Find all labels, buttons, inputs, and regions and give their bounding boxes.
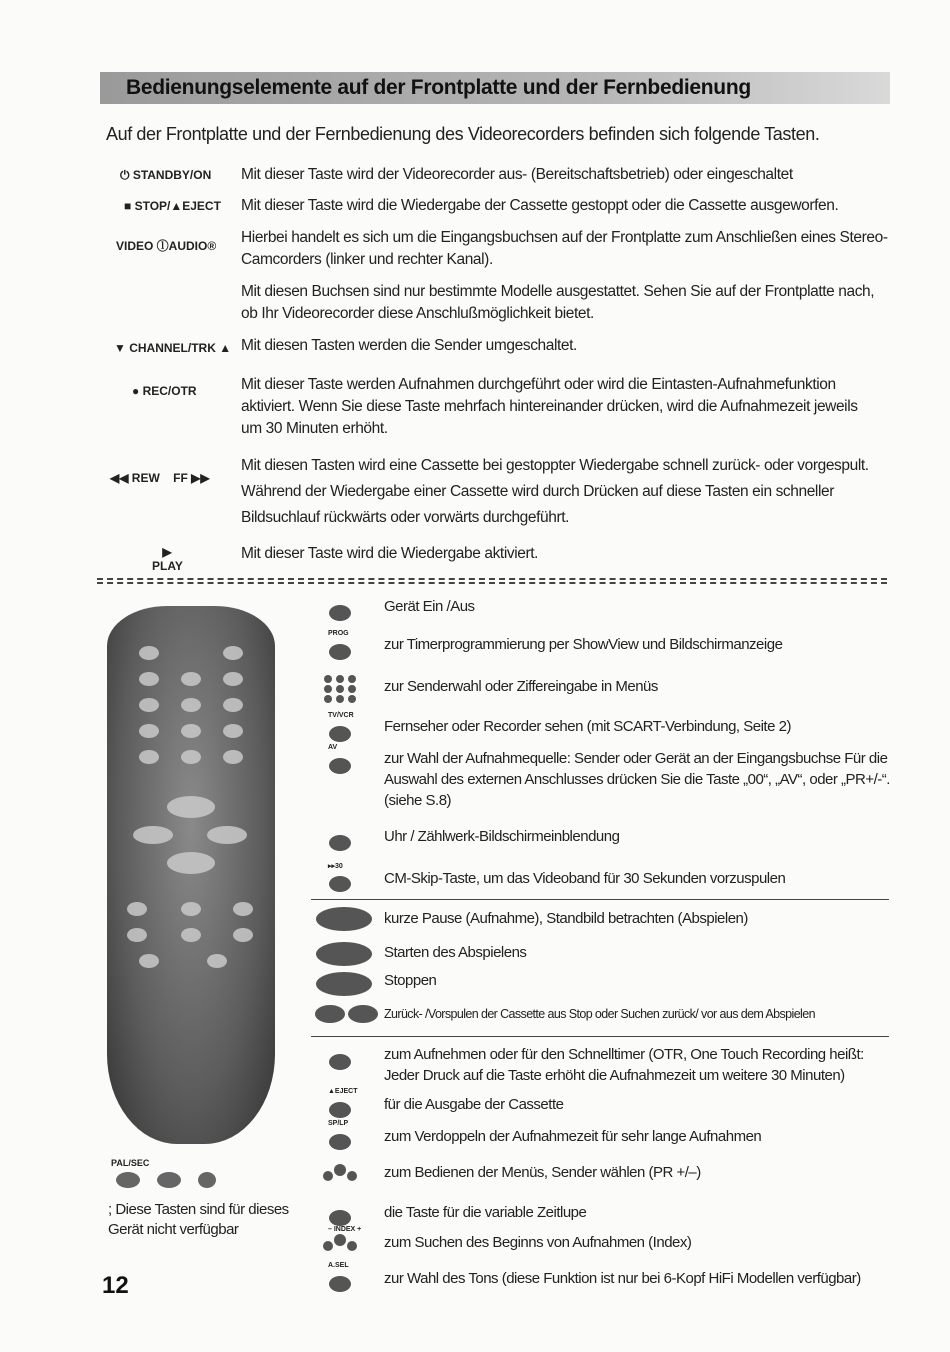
rec-icon — [322, 1044, 358, 1070]
front-label: ▼ CHANNEL/TRK ▲ — [114, 341, 232, 355]
unavailable-buttons-icon — [113, 1168, 223, 1192]
stop-icon — [314, 970, 380, 996]
legend-text: Uhr / Zählwerk-Bildschirmeinblendung — [384, 828, 620, 845]
power-icon — [322, 595, 358, 621]
legend-text: kurze Pause (Aufnahme), Standbild betrachten (Abspielen) — [384, 910, 748, 927]
front-desc: Hierbei handelt es sich um die Eingangsbuchsen auf der Frontplatte zum Anschließen eines Stereo-Camcorders (linker und rechter Kanal). — [241, 229, 888, 268]
menu-nav-icon — [322, 1160, 358, 1186]
front-desc: Mit dieser Taste wird die Wiedergabe aktiviert. — [241, 545, 539, 562]
section-title: Bedienungselemente auf der Frontplatte und der Fernbedienung — [126, 76, 751, 99]
legend-divider — [311, 1036, 889, 1037]
icon-caption: SP/LP — [328, 1120, 349, 1127]
front-desc: Mit dieser Taste werden Aufnahmen durchgeführt oder wird die Eintasten-Aufnahmefunktion aktiviert. Wenn Sie diese Taste mehrfach hintereinander drücken, wird die Aufnahmezeit jeweils um 30 Minuten erhöht. — [241, 376, 858, 437]
legend-text: zum Verdoppeln der Aufnahmezeit für sehr lange Aufnahmen — [384, 1128, 762, 1145]
legend-text: Fernseher oder Recorder sehen (mit SCART-Verbindung, Seite 2) — [384, 718, 791, 735]
pal-label: PAL/SEC — [111, 1158, 150, 1168]
dashed-divider — [97, 578, 887, 580]
legend-text: Starten des Abspielens — [384, 944, 527, 961]
icon-caption: – INDEX + — [328, 1226, 362, 1233]
legend-text: zum Suchen des Beginns von Aufnahmen (Index) — [384, 1234, 692, 1251]
index-icon — [322, 1226, 362, 1256]
slow-icon — [322, 1200, 358, 1226]
legend-text: zur Wahl der Aufnahmequelle: Sender oder Gerät an der Eingangsbuchse Für die Auswahl des externen Anschlusses drücken Sie die Taste „00“, „AV“, oder „PR+/-“. (siehe S.8) — [384, 750, 890, 809]
cmskip-icon — [322, 863, 358, 892]
legend-text: zum Bedienen der Menüs, Sender wählen (PR +/–) — [384, 1164, 701, 1181]
clock-icon — [322, 825, 358, 851]
asel-icon — [322, 1262, 358, 1292]
section-title-bar — [100, 72, 890, 104]
eject-icon — [322, 1088, 358, 1118]
icon-caption: ▲EJECT — [328, 1088, 358, 1095]
legend-text: Stoppen — [384, 972, 437, 989]
legend-text: Zurück- /Vorspulen der Cassette aus Stop oder Suchen zurück/ vor aus dem Abspielen — [384, 1007, 815, 1021]
front-label: ■ STOP/▲EJECT — [124, 199, 221, 213]
unavailable-note: ; Diese Tasten sind für dieses Gerät nicht verfügbar — [108, 1201, 289, 1238]
icon-caption: AV — [328, 744, 338, 751]
icon-caption: TV/VCR — [328, 712, 354, 719]
front-desc: Mit diesen Tasten wird eine Cassette bei gestoppter Wiedergabe schnell zurück- oder vorgespult. Während der Wiedergabe einer Cassette wird durch Drücken auf diese Tasten ein schneller Bildsuchlauf rückwärts oder vorwärts durchgeführt. — [241, 457, 869, 526]
intro-text: Auf der Frontplatte und der Fernbedienung des Videorecorders befinden sich folgende Tasten. — [106, 124, 820, 144]
front-desc: Mit diesen Buchsen sind nur bestimmte Modelle ausgestattet. Sehen Sie auf der Frontplatte nach, ob Ihr Videorecorder diese Anschlußmöglichkeit bietet. — [241, 283, 875, 322]
front-label: ● REC/OTR — [132, 384, 197, 398]
pause-icon — [314, 905, 380, 931]
av-icon — [322, 744, 358, 774]
numpad-icon — [322, 674, 358, 700]
prog-icon — [322, 630, 358, 660]
legend-text: Gerät Ein /Aus — [384, 598, 475, 615]
legend-text: zur Timerprogrammierung per ShowView und Bildschirmanzeige — [384, 636, 783, 653]
legend-text: zur Senderwahl oder Ziffereingabe in Menüs — [384, 678, 658, 695]
pal-secam-buttons — [113, 1158, 223, 1197]
remote-control-image — [107, 606, 275, 1144]
splp-icon — [322, 1120, 358, 1150]
front-label: ⏻ STANDBY/ON — [120, 168, 212, 182]
legend-text: die Taste für die variable Zeitlupe — [384, 1204, 587, 1221]
rew-ff-icon — [314, 1002, 380, 1028]
play-icon — [314, 940, 380, 966]
front-desc: Mit dieser Taste wird die Wiedergabe der Cassette gestoppt oder die Cassette ausgeworfen. — [241, 197, 839, 214]
icon-caption: ▸▸30 — [328, 863, 343, 870]
icon-caption: PROG — [328, 630, 349, 637]
front-label: VIDEO ⓛAUDIO® — [116, 239, 217, 253]
front-desc: Mit dieser Taste wird der Videorecorder aus- (Bereitschaftsbetrieb) oder eingeschaltet — [241, 166, 793, 183]
legend-text: zum Aufnehmen oder für den Schnelltimer (OTR, One Touch Recording heißt: Jeder Druck auf die Taste erhöht die Aufnahmezeit um weitere 30 Minuten) — [384, 1046, 864, 1084]
dashed-divider — [97, 582, 887, 584]
legend-text: CM-Skip-Taste, um das Videoband für 30 Sekunden vorzuspulen — [384, 870, 786, 887]
tvvcr-icon — [322, 712, 358, 742]
icon-caption: A.SEL — [328, 1262, 349, 1269]
legend-divider — [311, 899, 889, 900]
front-label: ◀◀ REW FF ▶▶ — [110, 471, 210, 485]
legend-text: zur Wahl des Tons (diese Funktion ist nur bei 6-Kopf HiFi Modellen verfügbar) — [384, 1270, 861, 1287]
front-desc: Mit diesen Tasten werden die Sender umgeschaltet. — [241, 337, 577, 354]
page-number: 12 — [102, 1272, 129, 1299]
legend-text: für die Ausgabe der Cassette — [384, 1096, 564, 1113]
front-label: ▶ PLAY — [152, 545, 183, 573]
